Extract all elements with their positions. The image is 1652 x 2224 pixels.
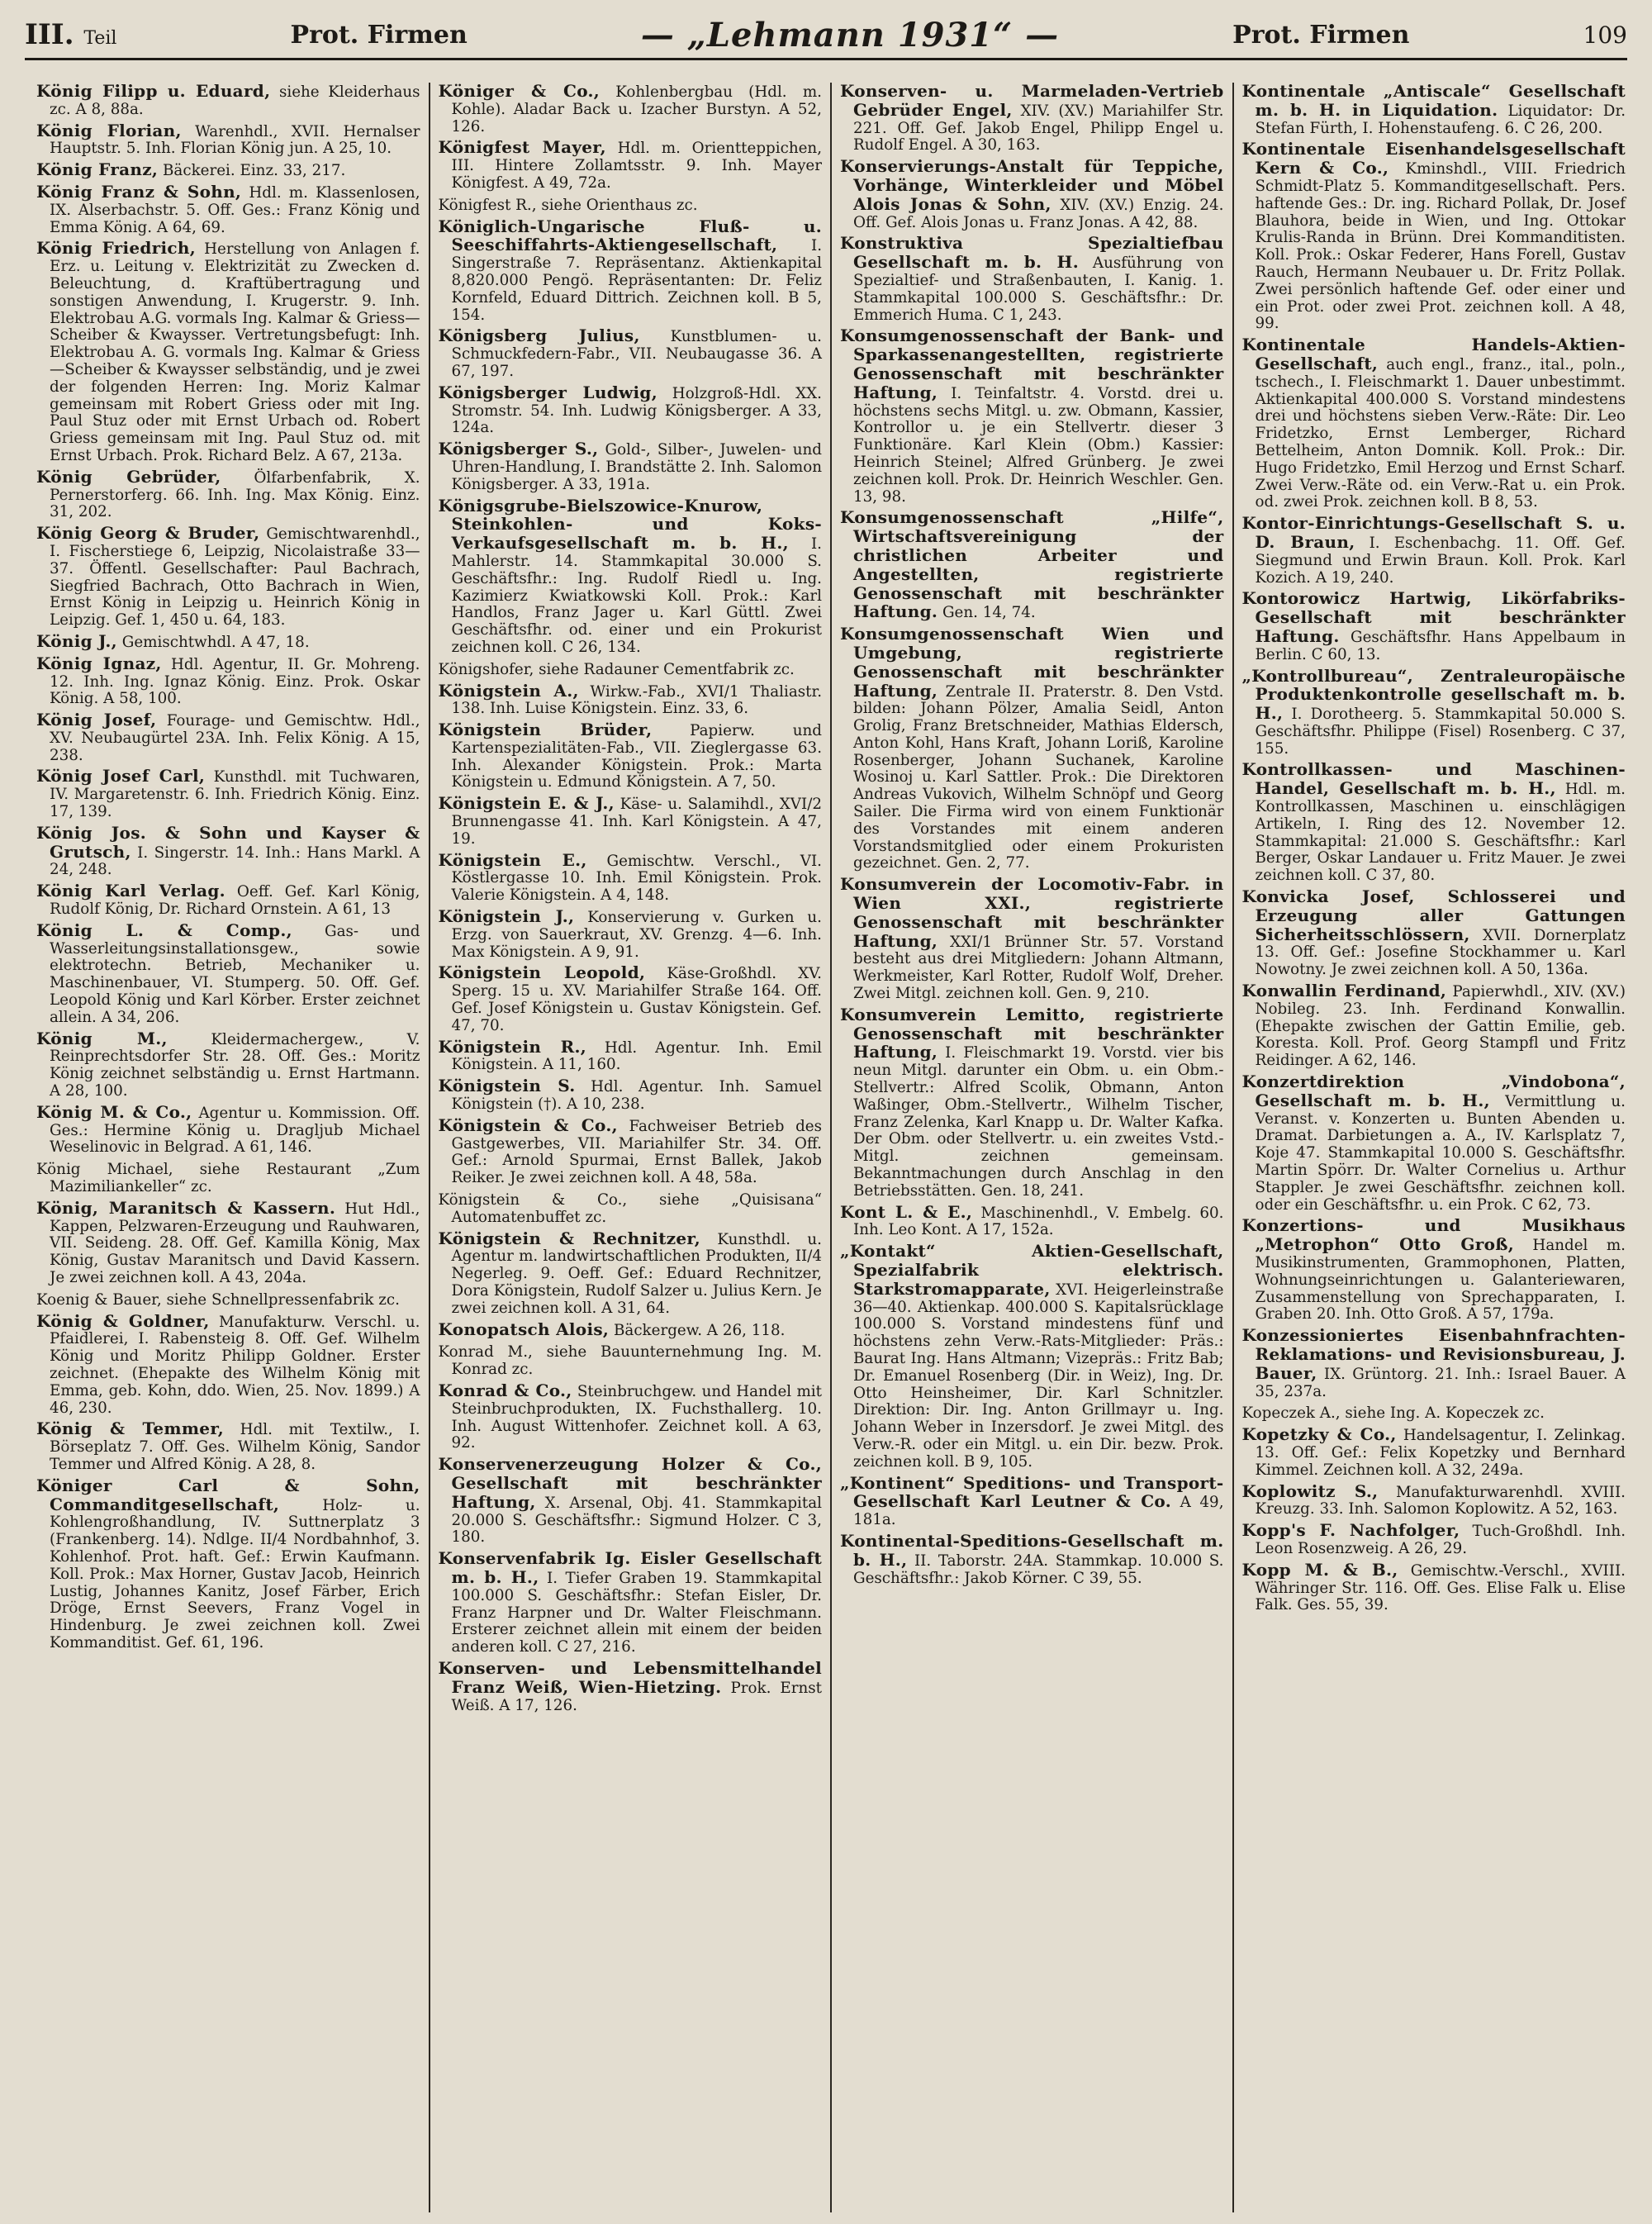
firm-name: König Karl Verlag. [36, 881, 225, 901]
firm-name: König Filipp u. Eduard, [36, 83, 271, 101]
directory-entry [36, 468, 420, 521]
book-title: — „Lehmann 1931“ — [640, 15, 1060, 55]
entry-text: Konservierung v. Gurken u. Erzg. von Sauerkraut, XV. Grenzg. 4—6. Inh. Max Königstein. A 9, 91. [451, 909, 822, 961]
firm-name: Königer & Co., [438, 83, 601, 101]
entry-text: Gemischtw. Verschl., VI. Köstlergasse 10. Inh. Emil Königstein. Prok. Valerie Königstein. A 4, 148. [451, 852, 822, 905]
entry-text: Kohlenbergbau (Hdl. m. Kohle). Aladar Back u. Izacher Burstyn. A 52, 126. [451, 83, 822, 135]
entry-text: Gemischtw.-Verschl., XVIII. Währinger Str. 116. Off. Ges. Elise Falk u. Elise Falk. Ges. 55, 39. [1255, 1561, 1626, 1614]
firm-name: Königstein & Rechnitzer, [438, 1228, 701, 1248]
directory-entry [439, 1342, 823, 1379]
entry-text: Hdl. m. Kontrollkassen, Maschinen u. einschlägigen Artikeln, I. Ring des 12. November 12. Stammkapital: 21.000 S. Geschäftsfhr.: Karl Berger, Oskar Landauer u. Fritz Mauer. Je zwei zeichnen koll. C 37, 80. [1255, 781, 1626, 885]
directory-entry [36, 83, 420, 119]
firm-name: Konzertions- und Musikhaus „Metrophon“ Otto Groß, [1241, 1215, 1626, 1255]
directory-entry [36, 525, 420, 630]
entry-text: Tuch-Großhdl. Inh. Leon Rosenzweig. A 26, 29. [1255, 1523, 1626, 1557]
directory-entry [36, 767, 420, 820]
entry-text: XVI. Heigerleinstraße 36—40. Aktienkap. 400.000 S. Kapitalsrücklage 100.000 S. Vorstand mindestens fünf und höchstens zehn Verw.-Rats-Mitglieder: Präs.: Baurat Ing. Hans Altmann; Vizepräs.: Fritz Bab; Dr. Emanuel Rosenberg (Dir. in Weiz), Ing. Dr. Otto Heinsheimer, Dir. Karl Schnitzler. Direktion: Dir. Ing. Anton Grillmayr u. Ing. Johann Weber in Inzersdorf. Je zwei Mitgl. des Verw.-R. oder ein Mitgl. u. ein Dir. bezw. Prok. zeichnen koll. B 9, 105. [853, 1281, 1224, 1471]
entry-text: I. Singerstraße 7. Repräsentanz. Aktienkapital 8,820.000 Pengö. Repräsentanten: Dr. Feliz Kornfeld, Eduard Dittrich. Zeichnen koll. B 5, 154. [451, 237, 822, 324]
directory-entry [1242, 982, 1626, 1070]
directory-entry [840, 1530, 1224, 1587]
directory-entry [1242, 888, 1626, 979]
directory-entry [36, 922, 420, 1027]
directory-entry [438, 1657, 823, 1714]
directory-entry [1242, 1404, 1626, 1423]
firm-name: Königstein J., [438, 906, 575, 927]
entry-text: Hdl. Agentur. Inh. Samuel Königstein (†). A 10, 238. [451, 1078, 822, 1114]
firm-name: Konsumgenossenschaft Wien und Umgebung, registrierte Genossenschaft mit beschränkter Haftung, [840, 624, 1224, 701]
entry-text: Kminshdl., VIII. Friedrich Schmidt-Platz 5. Kommanditgesellschaft. Pers. haftende Ges.: Dr. ing. Richard Pollak, Dr. Josef Blauhora, beide in Wien, und Ing. Ottokar Krulis-Randa in Brünn. Drei Kommanditisten. Koll. Prok.: Oskar Federer, Hans Forell, Gustav Rauch, Hermann Neubauer u. Dr. Fritz Pollak. Zwei persönlich haftende Gef. oder einer und ein Prot. oder zwei Prot. zeichnen koll. A 48, 99. [1255, 160, 1626, 333]
entry-text: Holz- u. Kohlengroßhandlung, IV. Suttnerplatz 3 (Frankenberg. 14). Ndlge. II/4 Nordbahnhof, 3. Kohlenhof. Prot. haft. Gef.: Erwin Kaufmann. Koll. Prok.: Max Horner, Gustav Jacob, Heinrich Lustig, Johannes Kanitz, Josef Färber, Erich Dröge, Ernst Seevers, Franz Vogel in Hindenburg. Je zwei zeichnen koll. Zwei Kommanditist. Gef. 61, 196. [50, 1496, 420, 1651]
entry-text: Ausführung von Spezialtief- und Straßenbauten, I. Kanig. 1. Stammkapital 100.000 S. Geschäftsfhr.: Dr. Emmerich Huma. C 1, 243. [853, 254, 1224, 324]
directory-entry [439, 497, 823, 657]
left-section-title: Prot. Firmen [290, 20, 468, 50]
firm-name: Konservenerzeugung Holzer & Co., Gesellschaft mit beschränkter Haftung, [438, 1454, 822, 1512]
directory-entry [1241, 1480, 1626, 1519]
firm-name: König Franz, [36, 159, 159, 180]
directory-entry [439, 83, 823, 135]
entry-text: Käse- u. Salamihdl., XVI/2 Brunnengasse 41. Inh. Karl Königstein. A 47, 19. [451, 796, 822, 848]
entry-text: IX. Grüntorg. 21. Inh.: Israel Bauer. A 35, 237a. [1255, 1365, 1626, 1400]
directory-entry [439, 660, 823, 679]
entry-text: Kleidermachergew., V. Reinprechtsdorfer Str. 28. Off. Ges.: Moritz König zeichnet selbständig u. Ernst Hartmann. A 28, 100. [50, 1030, 420, 1100]
firm-name: Kontinental-Speditions-Gesellschaft m. b. H., [840, 1530, 1224, 1570]
entry-text: A 49, 181a. [853, 1494, 1224, 1529]
entry-text: Agentur u. Kommission. Off. Ges.: Hermine König u. Dragljub Michael Weselinovic in Belgrad. A 61, 146. [50, 1104, 420, 1157]
firm-name: Konwallin Ferdinand, [1241, 981, 1447, 1001]
firm-name: Konstruktiva Spezialtiefbau Gesellschaft m. b. H. [840, 233, 1224, 273]
entry-text: Maschinenhdl., V. Embelg. 60. Inh. Leo Kont. A 17, 152a. [853, 1204, 1224, 1239]
directory-entry [439, 384, 823, 437]
directory-entry [1242, 1073, 1626, 1214]
directory-entry [36, 882, 420, 919]
firm-name: König M., [36, 1028, 168, 1048]
firm-name: Königsgrube-Bielszowice-Knurow, Steinkohlen- und Koks-Verkaufsgesellschaft m. b. H., [438, 495, 822, 554]
entry-text: XXI/1 Brünner Str. 57. Vorstand besteht aus drei Mitgliedern: Johann Altmann, Werkmeister, Karl Rotter, Rudolf Wolf, Dreher. Zwei Mitgl. zeichnen koll. Gen. 9, 210. [853, 933, 1224, 1003]
firm-name: Königer Carl & Sohn, Commanditgesellschaft, [36, 1475, 420, 1514]
entry-text: Manufakturw. Verschl. u. Pfaidlerei, I. Rabensteig 8. Off. Gef. Wilhelm König und Moritz Philipp Goldner. Erster zeichnet. (Ehepakte des Wilhelm König mit Emma, geb. Kohn, ddo. Wien, 25. Nov. 1899.) A 46, 230. [50, 1313, 420, 1417]
directory-entry [439, 218, 823, 325]
entry-text: Zentrale II. Praterstr. 8. Den Vstd. bilden: Johann Pölzer, Amalia Seidl, Anton Grolig, Franz Bretschneider, Mathias Eldersch, Anton Kohl, Hans Kraft, Johann Loriß, Karoline Rosenberger, Johann Suchanek, Karoline Wosinoj u. Karl Sattler. Prok.: Die Direktoren Andreas Vukovich, Wilhelm Schnöpf und Georg Sailer. Die Firma wird von einem Funktionär des Vorstandes mit einem anderen Vorstandsmitglied oder einem Prokuristen gezeichnet. Gen. 2, 77. [853, 682, 1224, 872]
directory-entry [36, 1101, 420, 1157]
entry-text: Hdl. Agentur, II. Gr. Mohreng. 12. Inh. Ing. Ignaz König. Einz. Prok. Oskar König. A 58, 100. [50, 655, 420, 708]
entry-text: Handel m. Musikinstrumenten, Grammophonen, Platten, Wohnungseinrichtungen u. Galanteriewaren, Zusammenstellung von Sprechapparaten, I. Graben 20. Inh. Otto Groß. A 57, 179a. [1255, 1237, 1626, 1323]
directory-entry [36, 1477, 420, 1652]
entry-text: Gen. 14, 74. [938, 604, 1036, 622]
entry-text: Kunstblumen- u. Schmuckfedern-Fabr., VII. Neubaugasse 36. A 67, 197. [451, 328, 822, 380]
directory-entry [840, 158, 1224, 231]
directory-entry [840, 876, 1224, 1003]
firm-name: König Josef, [36, 710, 157, 730]
firm-name: König & Temmer, [36, 1419, 224, 1439]
directory-entry [36, 240, 420, 464]
firm-name: Konservenfabrik Ig. Eisler Gesellschaft m. b. H., [438, 1548, 822, 1587]
firm-name: Königstein E. & J., [438, 793, 615, 814]
directory-entry [439, 1190, 823, 1227]
column-3 [832, 83, 1234, 2212]
firm-name: Konsumgenossenschaft „Hilfe“, Wirtschaftsvereinigung der christlichen Arbeiter und Angestellten, registrierte Genossenschaft mit beschränkter Haftung. [840, 507, 1224, 622]
directory-entry [840, 509, 1224, 622]
directory-entry [1241, 665, 1626, 758]
entry-text: I. Teinfaltstr. 4. Vorstd. drei u. höchstens sechs Mitgl. u. zw. Obmann, Kassier, Kontrollor u. je ein Stellvertr. dieser 3 Funktionäre. Karl Klein (Obm.) Kassier: Heinrich Steinel; Alfred Grünberg. Je zwei zeichnen koll. Prok. Dr. Heinrich Weschler. Gen. 13, 98. [853, 384, 1224, 506]
entry-text: XIV. (XV.) Mariahilfer Str. 221. Off. Gef. Jakob Engel, Philipp Engel u. Rudolf Engel. A 30, 163. [853, 102, 1224, 154]
firm-name: König Friedrich, [36, 238, 196, 259]
page-number: 109 [1583, 21, 1627, 49]
directory-entry [36, 1160, 420, 1196]
firm-name: Konvicka Josef, Schlosserei und Erzeugung aller Gattungen Sicherheitsschlössern, [1241, 886, 1626, 944]
directory-entry [1242, 590, 1626, 663]
entry-text: auch engl., franz., ital., poln., tschech., I. Fleischmarkt 1. Dauer unbestimmt. Aktienkapital 400.000 S. Vorstand mindestens drei und höchstens sieben Verw.-Räte: Dir. Leo Fridetzko, Ernst Lemberger, Richard Bettelheim, Anton Domnik. Koll. Prok.: Dir. Hugo Fridetzko, Emil Herzog und Ernst Scharf. Zwei Verw.-Räte od. ein Verw.-Rat u. ein Prok. od. zwei Prok. zeichnen koll. B 8, 53. [1255, 355, 1626, 511]
firm-name: Königstein Brüder, [438, 720, 653, 740]
directory-entry [840, 327, 1224, 506]
firm-name: Konzessioniertes Eisenbahnfrachten-Reklamations- und Revisionsbureau, J. Bauer, [1241, 1325, 1626, 1383]
firm-name: König, Maranitsch & Kassern. [36, 1197, 336, 1218]
directory-entry [439, 1382, 823, 1452]
firm-name: König Georg & Bruder, [36, 523, 260, 544]
column-1 [28, 83, 430, 2212]
entry-text: Kopeczek A., siehe Ing. A. Kopeczek zc. [1241, 1404, 1545, 1423]
entry-text: Königfest R., siehe Orienthaus zc. [438, 196, 698, 214]
entry-text: Hdl. m. Orientteppichen, III. Hintere Zollamtsstr. 9. Inh. Mayer Königfest. A 49, 72a. [451, 140, 823, 192]
part-label: III. Teil [25, 18, 117, 51]
firm-name: König Josef Carl, [36, 766, 206, 786]
entry-text: X. Arsenal, Obj. 41. Stammkapital 20.000 S. Geschäftsfhr.: Sigmund Holzer. C 3, 180. [451, 1494, 822, 1547]
firm-name: Kontor-Einrichtungs-Gesellschaft S. u. D. Braun, [1241, 513, 1626, 552]
firm-name: Königsberger Ludwig, [438, 382, 657, 402]
directory-entry [439, 1321, 823, 1340]
entry-text: Kunsthdl. mit Tuchwaren, IV. Margaretenstr. 6. Inh. Friedrich König. Einz. 17, 139. [50, 768, 420, 821]
directory-entry [439, 196, 823, 215]
firm-name: Kont L. & E., [840, 1201, 973, 1222]
directory-entry [840, 1201, 1224, 1240]
directory-entry [439, 440, 823, 493]
firm-name: König L. & Comp., [36, 920, 292, 940]
entry-text: Prok. Ernst Weiß. A 17, 126. [451, 1679, 822, 1714]
firm-name: Kontrollkassen- und Maschinen-Handel, Gesellschaft m. b. H., [1241, 759, 1626, 799]
entry-text: Gemischtwhdl. A 47, 18. [116, 633, 310, 651]
firm-name: Kopp's F. Nachfolger, [1241, 1520, 1460, 1541]
firm-name: König Jos. & Sohn und Kayser & Grutsch, [36, 822, 420, 862]
entry-text: Papierwhdl., XIV. (XV.) Nobileg. 23. Inh. Ferdinand Konwallin. (Ehepakte zwischen der Gattin Emilie, geb. Koresta. Koll. Prof. Georg Stampfl und Fritz Reidinger. A 62, 146. [1255, 983, 1626, 1070]
entry-text: Hdl. m. Klassenlosen, IX. Alserbachstr. 5. Off. Ges.: Franz König und Emma König. A 64, 69. [50, 183, 420, 236]
column-4 [1234, 83, 1635, 2212]
firm-name: König Franz & Sohn, [36, 181, 242, 202]
directory-entry [1242, 1426, 1626, 1479]
directory-entry [439, 1038, 823, 1075]
entry-text: Steinbruchgew. und Handel mit Steinbruchprodukten, IX. Fuchsthallerg. 10. Inh. August Wittenhofer. Zeichnet koll. A 63, 92. [451, 1382, 822, 1452]
entry-text: Herstellung von Anlagen f. Erz. u. Leitung v. Elektrizität zu Zwecken d. Beleuchtung, d. Kraftübertragung und sonstigen Anwendung, I. Krugerstr. 9. Inh. Elektrobau A.G. vormals Ing. Kalmar & Griess—Scheiber & Kwaysser. Vertretungsbefugt: Inh. Elektrobau A. G. vormals Ing. Kalmar & Griess—Scheiber & Kwaysser selbständig, und je zwei der folgenden Herren: Ing. Moriz Kalmar gemeinsam mit Robert Griess oder mit Ing. Paul Stuz oder mit Ernst Urbach od. Robert Griess gemeinsam mit Ing. Paul Stuz od. mit Ernst Urbach. Prok. Richard Belz. A 67, 213a. [50, 240, 420, 464]
directory-entry [36, 1290, 420, 1309]
directory-entry [840, 625, 1224, 872]
directory-entry [439, 1456, 823, 1547]
page-header [25, 12, 1627, 60]
firm-name: König Gebrüder, [36, 466, 221, 487]
firm-name: Koplowitz S., [1241, 1480, 1379, 1501]
directory-entry [438, 849, 823, 905]
entry-text: Bäckergew. A 26, 118. [609, 1321, 786, 1339]
directory-entry [36, 630, 420, 652]
firm-name: Konserven- und Lebensmittelhandel Franz Weiß, Wien-Hietzing. [438, 1657, 822, 1697]
firm-name: Konrad & Co., [438, 1380, 572, 1400]
firm-name: Konopatsch Alois, [438, 1319, 610, 1339]
directory-entry [438, 1114, 823, 1187]
firm-name: Königstein R., [438, 1036, 587, 1057]
firm-name: Königstein E., [438, 849, 587, 870]
directory-entry [36, 1420, 420, 1473]
entry-text: Fachweiser Betrieb des Gastgewerbes, VII. Mariahilfer Str. 34. Off. Gef.: Arnold Spurmai, Ernst Ballek, Jakob Reiker. Je zwei zeichnen koll. A 48, 58a. [451, 1117, 823, 1187]
entry-text: I. Dorotheerg. 5. Stammkapital 50.000 S. Geschäftsfhr. Philippe (Fisel) Rosenberg. C 37, 155. [1255, 706, 1626, 758]
firm-name: Königstein Leopold, [438, 962, 646, 983]
directory-entry [840, 83, 1224, 154]
firm-name: König & Goldner, [36, 1310, 210, 1331]
entry-text: Warenhdl., XVII. Hernalser Hauptstr. 5. Inh. Florian König jun. A 25, 10. [50, 122, 420, 158]
firm-name: Konservierungs-Anstalt für Teppiche, Vorhänge, Winterkleider und Möbel Alois Jonas & Sohn, [840, 156, 1224, 214]
directory-entry [1242, 1217, 1626, 1323]
entry-text: Handelsagentur, I. Zelinkag. 13. Off. Gef.: Felix Kopetzky und Bernhard Kimmel. Zeichnen koll. A 32, 249a. [1255, 1427, 1626, 1479]
directory-entry [840, 1243, 1224, 1471]
firm-name: Königsberger S., [438, 439, 599, 459]
entry-text: Vermittlung u. Veranst. v. Konzerten u. Bunten Abenden u. Dramat. Darbietungen a. A., IV. Karlsplatz 7, Koje 47. Stammkapital 10.000 S. Geschäftsfhr. Martin Spörr. Dr. Walter Cornelius u. Arthur Stappler. Je zwei Geschäftsfhr. zeichnen koll. oder ein Geschäftsfhr. u. ein Prok. C 62, 73. [1255, 1092, 1626, 1214]
firm-name: Kontorowicz Hartwig, Likörfabriks-Gesellschaft mit beschränkter Haftung. [1241, 588, 1626, 646]
directory-entry [439, 1550, 823, 1656]
entry-text: XVII. Dornerplatz 13. Off. Gef.: Josefine Stockhammer u. Karl Nowotny. Je zwei zeichnen koll. A 50, 136a. [1255, 926, 1626, 979]
entry-text: Kunsthdl. u. Agentur m. landwirtschaftlichen Produkten, II/4 Negerleg. 9. Oeff. Gef.: Eduard Rechnitzer, Dora Königstein, Rudolf Salzer u. Julius Kern. Je zwei zeichnen koll. A 31, 64. [451, 1230, 822, 1317]
entry-text: Hdl. Agentur. Inh. Emil Königstein. A 11, 160. [451, 1038, 822, 1074]
directory-entry [36, 1197, 420, 1287]
firm-name: Königstein S. [438, 1076, 576, 1096]
directory-entry [439, 908, 823, 961]
firm-name: Königfest Mayer, [438, 137, 606, 158]
entry-text: I. Fleischmarkt 19. Vorstd. vier bis neun Mitgl. darunter ein Obm. u. ein Obm.-Stellvertr.: Alfred Scolik, Obmann, Anton Waßinger, Obm.-Stellvertr., Wilhelm Tischer, Franz Zelenka, Karl Knapp u. Dr. Walter Kafka. Der Obm. oder Stellvertr. u. ein zweites Vstd.-Mitgl. zeichnen gemeinsam. Bekanntmachungen durch Anschlag in den Betriebsstätten. Gen. 18, 241. [853, 1044, 1224, 1200]
entry-text: Manufakturwarenhdl. XVIII. Kreuzg. 33. Inh. Salomon Koplowitz. A 52, 163. [1255, 1483, 1626, 1518]
entry-text: Ölfarbenfabrik, X. Pernerstorferg. 66. Inh. Ing. Max König. Einz. 31, 202. [50, 468, 420, 521]
directory-entry [439, 721, 823, 791]
entry-text: Hdl. mit Textilw., I. Börseplatz 7. Off. Ges. Wilhelm König, Sandor Temmer und Alfred König. A 28, 8. [50, 1421, 420, 1473]
directory-entry [1242, 1522, 1626, 1558]
directory-entry [439, 964, 823, 1034]
directory-entry [439, 682, 823, 719]
entry-text: Bäckerei. Einz. 33, 217. [158, 162, 346, 180]
directory-entry [36, 711, 420, 764]
entry-text: Gemischtwarenhdl., I. Fischerstiege 6, Leipzig, Nicolaistraße 33—37. Öffentl. Gesellschafter: Paul Bachrach, Siegfried Bachrach, Otto Bachrach in Wien, Ernst König in Leipzig u. Heinrich König in Leipzig. Gef. 1, 450 u. 64, 183. [50, 525, 420, 630]
directory-entry [1242, 83, 1626, 137]
firm-name: Konsumverein Lemitto, registrierte Genossenschaft mit beschränkter Haftung, [840, 1004, 1224, 1062]
directory-entry [36, 183, 420, 236]
entry-text: Fourage- und Gemischtw. Hdl., XV. Neubaugürtel 23A. Inh. Felix König. A 15, 238. [50, 712, 420, 764]
firm-name: Königstein & Co., [438, 1114, 618, 1135]
entry-text: Königstein & Co., siehe „Quisisana“ Automatenbuffet zc. [438, 1191, 822, 1226]
entry-text: Oeff. Gef. Karl König, Rudolf König, Dr. Richard Ornstein. A 61, 13 [50, 883, 420, 919]
firm-name: König Ignaz, [36, 653, 162, 673]
entry-text: Gas- und Wasserleitungsinstallationsgew., sowie elektrotechn. Betrieb, Mechaniker u. Maschinenbauer, VI. Stumperg. 50. Off. Gef. Leopold König und Karl Körber. Erster zeichnet allein. A 34, 206. [50, 922, 420, 1026]
entry-text: II. Taborstr. 24A. Stammkap. 10.000 S. Geschäftsfhr.: Jakob Körner. C 39, 55. [853, 1552, 1224, 1587]
entry-text: XIV. (XV.) Enzig. 24. Off. Gef. Alois Jonas u. Franz Jonas. A 42, 88. [853, 196, 1224, 231]
firm-name: „Kontakt“ Aktien-Gesellschaft, Spezialfabrik elektrisch. Starkstromapparate, [840, 1241, 1224, 1299]
directory-entry [1242, 336, 1626, 511]
firm-name: Konserven- u. Marmeladen-Vertrieb Gebrüder Engel, [840, 83, 1224, 120]
entry-text: Koenig & Bauer, siehe Schnellpressenfabrik zc. [36, 1290, 400, 1309]
directory-entry [1242, 1327, 1626, 1400]
firm-name: König J., [36, 630, 117, 651]
entry-text: Liquidator: Dr. Stefan Fürth, I. Hohenstaufeng. 6. C 26, 200. [1255, 102, 1626, 137]
directory-columns [28, 83, 1634, 2212]
firm-name: „Kontrollbureau“, Zentraleuropäische Produktenkontrolle gesellschaft m. b. H., [1241, 665, 1626, 724]
directory-entry [1242, 515, 1626, 587]
firm-name: Königlich-Ungarische Fluß- u. Seeschiffahrts-Aktiengesellschaft, [438, 216, 822, 255]
firm-name: Kopp M. & B., [1241, 1559, 1398, 1580]
entry-text: Papierw. und Kartenspezialitäten-Fab., VII. Zieglergasse 63. Inh. Alexander Königstein. Prok.: Marta Königstein u. Edmund Königstein. A 7, 50. [451, 722, 822, 791]
entry-text: I. Eschenbachg. 11. Off. Gef. Siegmund und Erwin Braun. Koll. Prok. Karl Kozich. A 19, 240. [1255, 534, 1626, 587]
entry-text: Königshofer, siehe Radauner Cementfabrik zc. [438, 660, 795, 678]
directory-entry [840, 1472, 1224, 1529]
firm-name: Kontinentale Eisenhandelsgesellschaft Kern & Co., [1241, 139, 1626, 178]
entry-text: Konrad M., siehe Bauunternehmung Ing. M. Konrad zc. [438, 1343, 822, 1379]
directory-entry [36, 1310, 420, 1418]
firm-name: Kopetzky & Co., [1241, 1424, 1397, 1445]
directory-entry [439, 1077, 823, 1114]
firm-name: Königstein A., [438, 680, 579, 701]
entry-text: Holzgroß-Hdl. XX. Stromstr. 54. Inh. Ludwig Königsberger. A 33, 124a. [451, 384, 822, 437]
firm-name: Kontinentale „Antiscale“ Gesellschaft m. b. H. in Liquidation. [1241, 83, 1626, 120]
entry-text: Käse-Großhdl. XV. Sperg. 15 u. XV. Mariahilfer Straße 164. Off. Gef. Josef Königstein u. Gustav Königstein. Gef. 47, 70. [451, 965, 822, 1034]
firm-name: Konsumgenossenschaft der Bank- und Sparkassenangestellten, registrierte Genossenschaft mit beschränkter Haftung, [840, 326, 1224, 402]
firm-name: König M. & Co., [36, 1101, 192, 1122]
directory-entry [36, 1030, 420, 1100]
directory-entry [1242, 761, 1626, 885]
directory-entry [36, 122, 420, 159]
directory-entry [840, 1006, 1224, 1200]
entry-text: I. Tiefer Graben 19. Stammkapital 100.000 S. Geschäftsfhr.: Stefan Eisler, Dr. Franz Harpner und Dr. Walter Fleischmann. Ersterer zeichnet allein mit einem der beiden anderen koll. C 27, 216. [451, 1569, 822, 1656]
directory-entry [1242, 1561, 1626, 1614]
right-section-title: Prot. Firmen [1232, 20, 1410, 50]
firm-name: „Kontinent“ Speditions- und Transport-Gesellschaft Karl Leutner & Co. [840, 1472, 1224, 1512]
entry-text: Geschäftsfhr. Hans Appelbaum in Berlin. C 60, 13. [1255, 628, 1626, 663]
directory-entry [840, 235, 1224, 324]
directory-entry [36, 824, 420, 879]
firm-name: Konsumverein der Locomotiv-Fabr. in Wien XXI., registrierte Genossenschaft mit beschränkter Haftung, [840, 874, 1224, 951]
firm-name: Königsberg Julius, [438, 326, 640, 346]
directory-entry [439, 327, 823, 380]
entry-text: Gold-, Silber-, Juwelen- und Uhren-Handlung, I. Brandstätte 2. Inh. Salomon Königsberger. A 33, 191a. [451, 441, 822, 493]
firm-name: Konzertdirektion „Vindobona“, Gesellschaft m. b. H., [1241, 1072, 1626, 1110]
directory-entry [439, 139, 823, 192]
directory-entry [439, 1230, 823, 1318]
firm-name: König Florian, [36, 120, 182, 140]
entry-text: König Michael, siehe Restaurant „Zum Mazimiliankeller“ zc. [36, 1161, 420, 1196]
column-2 [430, 83, 833, 2212]
directory-entry [36, 655, 420, 708]
directory-entry [1242, 140, 1626, 333]
entry-text: I. Singerstr. 14. Inh.: Hans Markl. A 24, 248. [50, 844, 420, 879]
directory-entry [36, 161, 420, 180]
entry-text: Wirkw.-Fab., XVI/1 Thaliastr. 138. Inh. Luise Königstein. Einz. 33, 6. [451, 682, 823, 718]
entry-text: Hut Hdl., Kappen, Pelzwaren-Erzeugung und Rauhwaren, VII. Seideng. 28. Off. Gef. Kamilla König, Max König, Gustav Maranitsch und David Kassern. Je zwei zeichnen koll. A 43, 204a. [50, 1200, 420, 1286]
firm-name: Kontinentale Handels-Aktien-Gesellschaft, [1241, 335, 1626, 373]
directory-entry [439, 795, 823, 848]
entry-text: siehe Kleiderhaus zc. A 8, 88a. [50, 83, 420, 118]
entry-text: I. Mahlerstr. 14. Stammkapital 30.000 S. Geschäftsfhr.: Ing. Rudolf Riedl u. Ing. Kazimierz Kwiatkowski Koll. Prok.: Karl Handlos, Franz Jager u. Karl Güttl. Zwei Geschäftsfhr. od. einer und ein Prokurist zeichnen koll. C 26, 134. [451, 535, 822, 656]
